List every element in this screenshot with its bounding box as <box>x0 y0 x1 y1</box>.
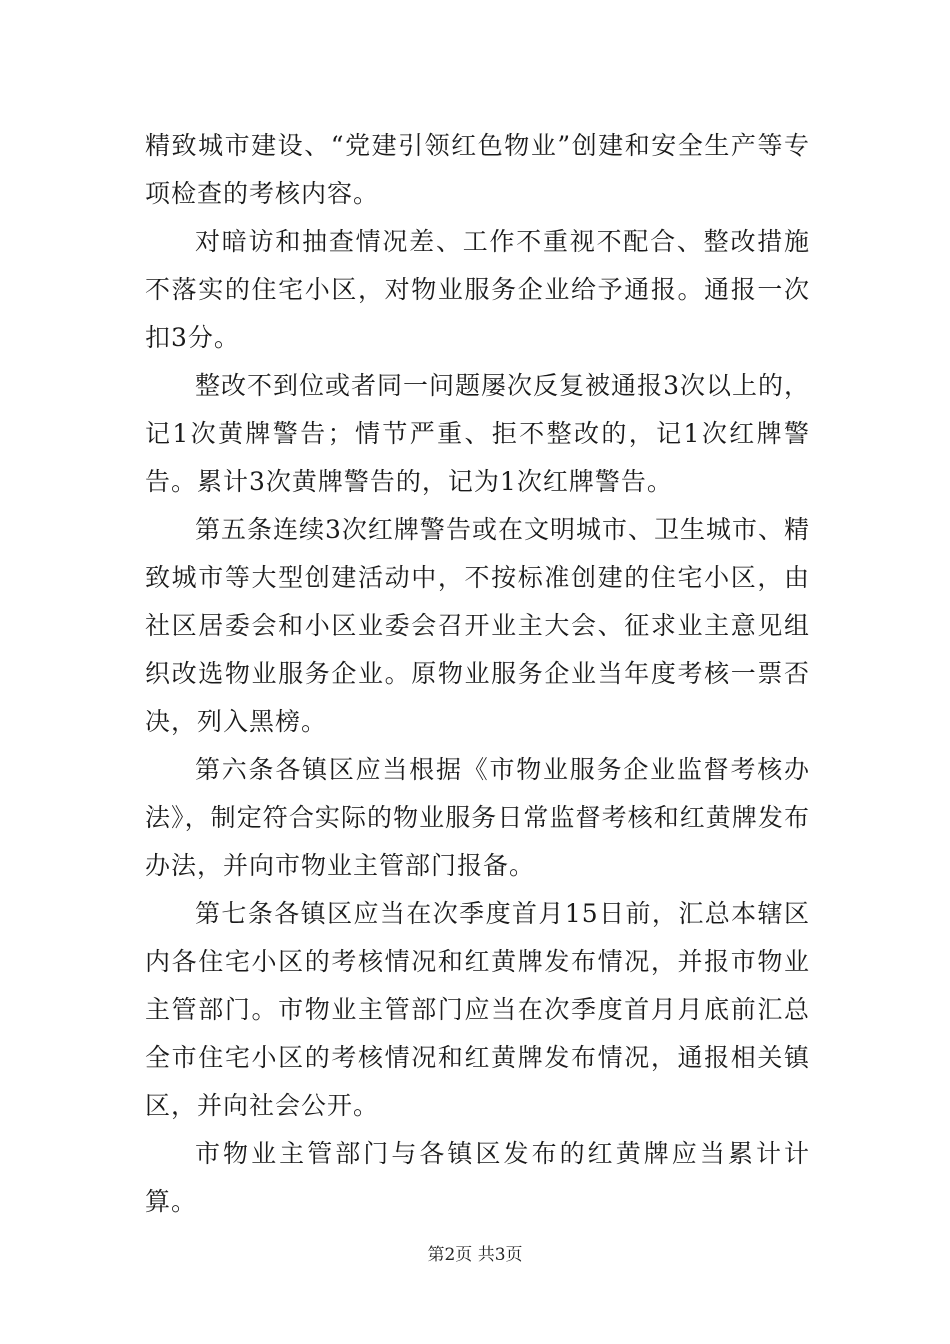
document-body <box>145 122 810 1226</box>
paragraph-article-five: 第五条连续3次红牌警告或在文明城市、卫生城市、精致城市等大型创建活动中，不按标准创建的住宅小区，由社区居委会和小区业委会召开业主大会、征求业主意见组织改选物业服务企业。原物业服务企业当年度考核一票否决，列入黑榜。 <box>145 515 810 736</box>
paragraph-cumulative-rule: 市物业主管部门与各镇区发布的红黄牌应当累计计算。 <box>145 1139 810 1216</box>
paragraph-article-six: 第六条各镇区应当根据《市物业服务企业监督考核办法》，制定符合实际的物业服务日常监督考核和红黄牌发布办法，并向市物业主管部门报备。 <box>145 755 810 880</box>
paragraph-continuation: 精致城市建设、“党建引领红色物业”创建和安全生产等专项检查的考核内容。 <box>145 131 810 208</box>
paragraph-warning-rule: 整改不到位或者同一问题屡次反复被通报3次以上的，记1次黄牌警告；情节严重、拒不整改的，记1次红牌警告。累计3次黄牌警告的，记为1次红牌警告。 <box>145 371 810 496</box>
paragraph-notification-rule: 对暗访和抽查情况差、工作不重视不配合、整改措施不落实的住宅小区，对物业服务企业给予通报。通报一次扣3分。 <box>145 227 810 352</box>
page-number-footer: 第2页 共3页 <box>427 1245 523 1265</box>
paragraph-article-seven: 第七条各镇区应当在次季度首月15日前，汇总本辖区内各住宅小区的考核情况和红黄牌发布情况，并报市物业主管部门。市物业主管部门应当在次季度首月月底前汇总全市住宅小区的考核情况和红黄牌发布情况，通报相关镇区，并向社会公开。 <box>145 899 810 1120</box>
